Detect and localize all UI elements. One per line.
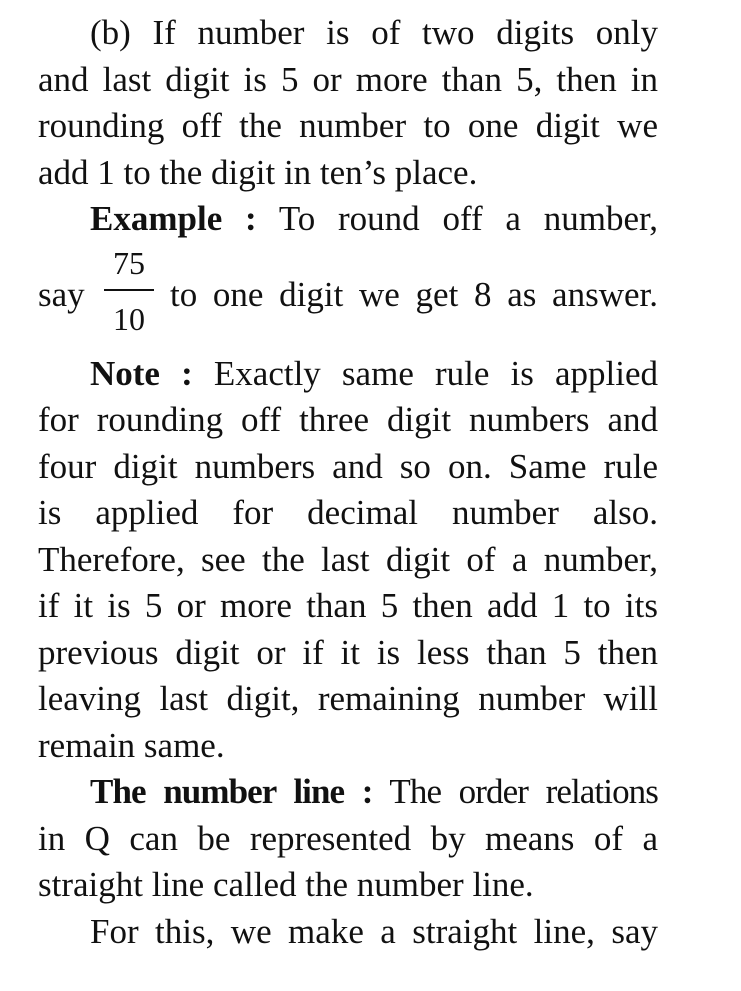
note-line-1 [38, 351, 658, 398]
note-line-6: if it is 5 or more than 5 then add 1 to its [38, 586, 658, 625]
note-line-5: Therefore, see the last digit of a number, [38, 539, 658, 579]
para-b-line-4: add 1 to the digit in ten’s place. [38, 152, 478, 192]
number-line-line-1 [38, 769, 658, 816]
example-rest: to one digit we get 8 as answer. [170, 274, 658, 314]
note-line-8: leaving last digit, remaining number will [38, 679, 658, 718]
note-label: Note : [90, 353, 193, 393]
number-line-line-2: in Q can be represented by means of a [38, 818, 658, 858]
note-line-4: is applied for decimal number also. [38, 493, 658, 532]
note-line-9: remain same. [38, 725, 225, 765]
fraction-numerator: 75 [113, 244, 145, 281]
number-line-line-3: straight line called the number line. [38, 865, 534, 904]
para-b-line-3: rounding off the number to one digit we [38, 106, 658, 145]
example-fraction-line [38, 243, 658, 351]
fraction [104, 243, 154, 339]
final-line: For this, we make a straight line, say [90, 911, 658, 951]
note-line-7: previous digit or if it is less than 5 then [38, 632, 658, 672]
number-line-label: The number line : [90, 772, 373, 811]
fraction-denominator: 10 [113, 300, 145, 337]
page-text [38, 10, 658, 955]
example-label: Example : [90, 199, 257, 238]
fraction-bar [104, 289, 154, 291]
para-b-line-1: (b) If number is of two digits only [90, 13, 658, 52]
note-line-3: four digit numbers and so on. Same rule [38, 446, 658, 486]
example-say: say [38, 274, 85, 314]
example-line [38, 196, 658, 243]
note-line-2: for rounding off three digit numbers and [38, 400, 658, 439]
example-text: To round off a number, [278, 199, 658, 238]
note-first: Exactly same rule is applied [213, 353, 659, 393]
para-b-line-2: and last digit is 5 or more than 5, then in [38, 59, 658, 99]
number-line-first: The order relations [389, 772, 658, 811]
